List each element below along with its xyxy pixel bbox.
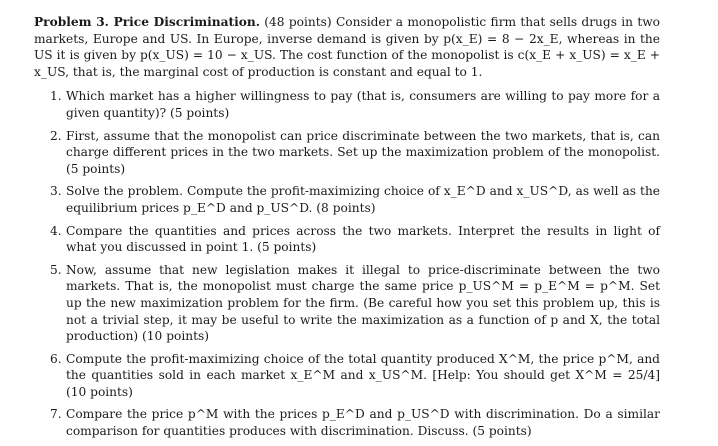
problem-intro	[34, 14, 660, 80]
question-item	[50, 351, 660, 401]
question-text: First, assume that the monopolist can price discriminate between the two markets, that is, can charge different prices in the two markets. Set up the maximization problem of the monopolist. (5 points)	[66, 128, 660, 176]
question-text: Compare the price p^M with the prices p_E^D and p_US^D with discrimination. Do a similar comparison for quantities produces with discrimination. Discuss. (5 points)	[66, 407, 660, 439]
question-text: Which market has a higher willingness to pay (that is, consumers are willing to pay more for a given quantity)? (5 points)	[66, 89, 660, 120]
question-item	[50, 262, 660, 345]
question-number: 3.	[50, 184, 62, 199]
question-number: 1.	[50, 89, 62, 104]
question-list	[50, 88, 660, 439]
problem-intro-text: (48 points) Consider a monopolistic firm that sells drugs in two markets, Europe and US. In Europe, inverse demand is given by p(x_E) = 8 − 2x_E, whereas in the US it is given by p(x_US) = 10 − x_US. The cost function of the monopolist is c(x_E + x_US) = x_E + x_US, that is, the marginal cost of production is constant and equal to 1.	[34, 15, 660, 79]
question-item	[50, 406, 660, 439]
question-number: 5.	[50, 262, 62, 277]
question-text: Compute the profit-maximizing choice of the total quantity produced X^M, the price p^M, and the quantities sold in each market x_E^M and x_US^M. [Help: You should get X^M = 25/4] (10 points)	[66, 351, 660, 399]
question-number: 7.	[50, 407, 62, 422]
problem-title: Problem 3. Price Discrimination.	[34, 15, 260, 29]
question-item	[50, 128, 660, 178]
question-text: Compare the quantities and prices across the two markets. Interpret the results in light of what you discussed in point 1. (5 points)	[66, 223, 660, 255]
question-item	[50, 88, 660, 121]
question-number: 4.	[50, 223, 62, 238]
question-item	[50, 183, 660, 216]
question-text: Now, assume that new legislation makes it illegal to price-discriminate between the two markets. That is, the monopolist must charge the same price p_US^M = p_E^M = p^M. Set up the new maximization problem for the firm. (Be careful how you set this problem up, this is not a trivial step, it may be useful to write the maximization as a function of p and X, the total production) (10 points)	[66, 262, 660, 344]
question-number: 2.	[50, 128, 62, 143]
question-item	[50, 223, 660, 256]
problem-document	[34, 14, 660, 446]
question-text: Solve the problem. Compute the profit-maximizing choice of x_E^D and x_US^D, as well as the equilibrium prices p_E^D and p_US^D. (8 points)	[66, 184, 660, 215]
question-number: 6.	[50, 351, 62, 366]
